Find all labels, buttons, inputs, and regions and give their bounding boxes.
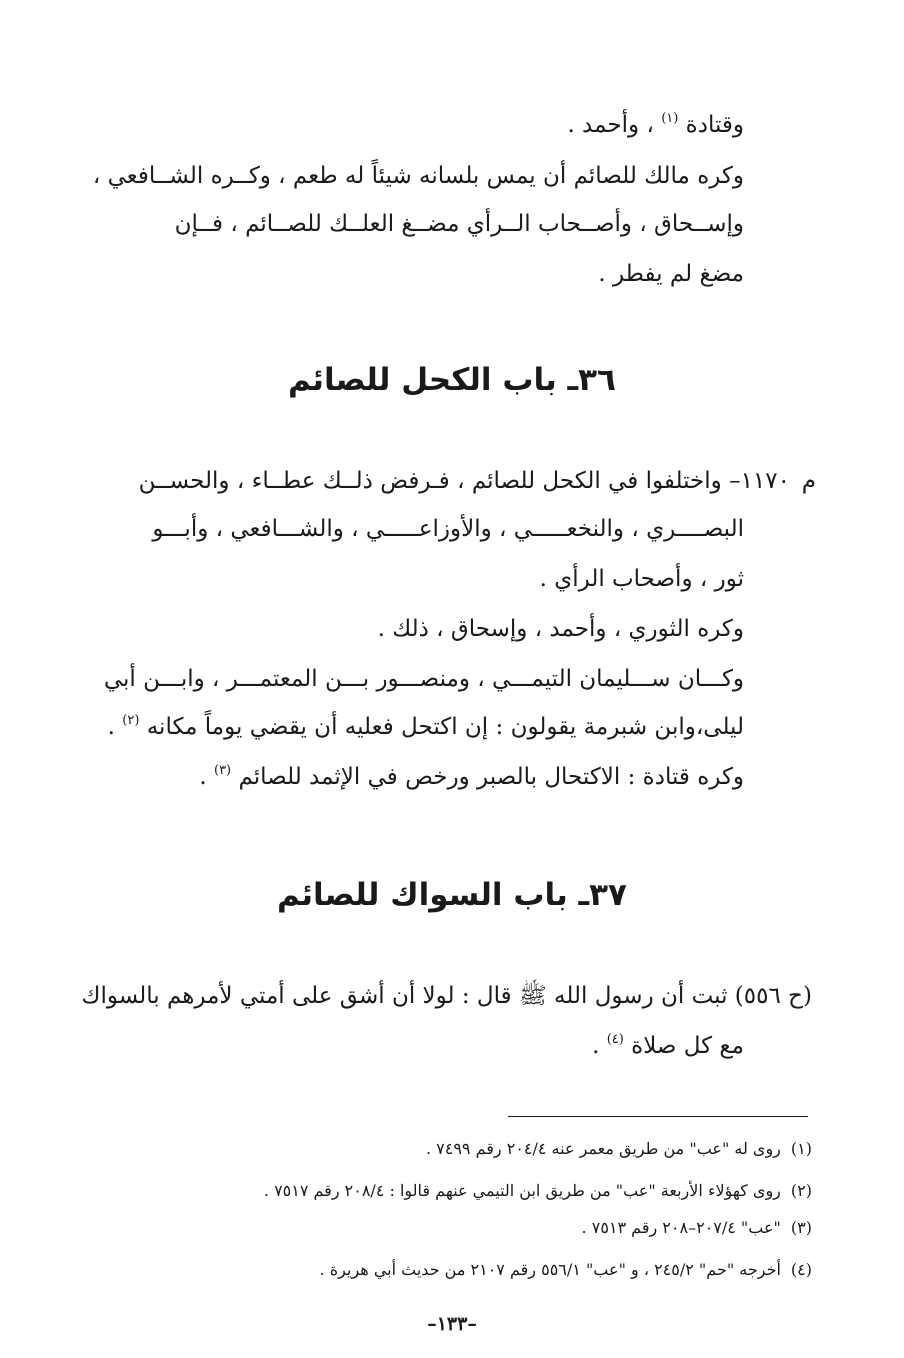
section-heading: ٣٧ـ باب السواك للصائم (277, 877, 627, 913)
footnote (426, 1137, 812, 1161)
text-fragment: مع كل صلاة (631, 1033, 744, 1059)
text-line: البصــــري ، والنخعـــــي ، والأوزاعـــــي ، والشـــافعي ، وأبـــو (152, 516, 744, 542)
text-line: ثور ، وأصحاب الرأي . (539, 566, 744, 592)
footnote-ref: (٣) (213, 763, 232, 778)
text-fragment: . (592, 1033, 600, 1059)
text-line: ١١٧٠– واختلفوا في الكحل للصائم ، فـرفض ذلــك عطــاء ، والحســن (138, 468, 790, 494)
text-line: (ح ٥٥٦) ثبت أن رسول الله ﷺ قال : لولا أن أشق على أمتي لأمرهم بالسواك (81, 983, 812, 1009)
footnote (264, 1179, 812, 1203)
footnote-number: (٢) (790, 1181, 812, 1200)
footnote-ref: (١) (661, 111, 679, 126)
text-fragment: ليلى،وابن شبرمة يقولون : إن اكتحل فعليه أن يقضي يوماً مكانه (146, 714, 744, 740)
footnote-number: (٣) (790, 1218, 812, 1237)
footnote-number: (١) (790, 1139, 812, 1158)
text-line: وكـــان ســـليمان التيمـــي ، ومنصـــور بـــن المعتمـــر ، وابـــن أبي (103, 666, 744, 692)
footnote-text: روى له "عب" من طريق معمر عنه ٢٠٤/٤ رقم ٧٤٩٩ . (425, 1139, 781, 1158)
footnote-text: أخرجه "حم" ٢٤٥/٢ ، و "عب" ٥٥٦/١ رقم ٢١٠٧ من حديث أبي هريرة . (319, 1260, 781, 1279)
text-fragment: وقتادة (685, 112, 744, 138)
text-fragment: وكره قتادة : الاكتحال بالصبر ورخص في الإثمد للصائم (238, 764, 744, 790)
margin-mark: م (801, 468, 816, 494)
text-line: مضغ لم يفطر . (598, 261, 744, 287)
text-line: وكره مالك للصائم أن يمس بلسانه شيئاً له طعم ، وكــره الشــافعي ، (92, 163, 744, 189)
footnote-separator (508, 1116, 808, 1117)
section-heading: ٣٦ـ باب الكحل للصائم (288, 362, 616, 398)
text-fragment: . (107, 714, 115, 740)
text-line (108, 710, 744, 748)
footnote (582, 1216, 812, 1240)
footnote-ref: (٢) (122, 713, 140, 728)
text-fragment: ، وأحمد . (567, 112, 654, 138)
text-fragment: . (199, 764, 207, 790)
page-number: –١٣٣– (427, 1313, 477, 1335)
footnote-text: روى كهؤلاء الأربعة "عب" من طريق ابن التيمي عنهم قالوا : ٢٠٨/٤ رقم ٧٥١٧ . (263, 1181, 781, 1200)
text-line: وكره الثوري ، وأحمد ، وإسحاق ، ذلك . (377, 616, 744, 642)
footnote (320, 1258, 812, 1282)
text-line (567, 108, 744, 146)
footnote-number: (٤) (790, 1260, 812, 1279)
text-line: وإســحاق ، وأصــحاب الــرأي مضــغ العلــك للصــائم ، فــإن (174, 211, 744, 237)
text-line (199, 760, 744, 798)
footnote-ref: (٤) (606, 1032, 624, 1047)
text-line (592, 1029, 744, 1067)
footnote-text: "عب" ٢٠٧/٤–٢٠٨ رقم ٧٥١٣ . (581, 1218, 781, 1237)
